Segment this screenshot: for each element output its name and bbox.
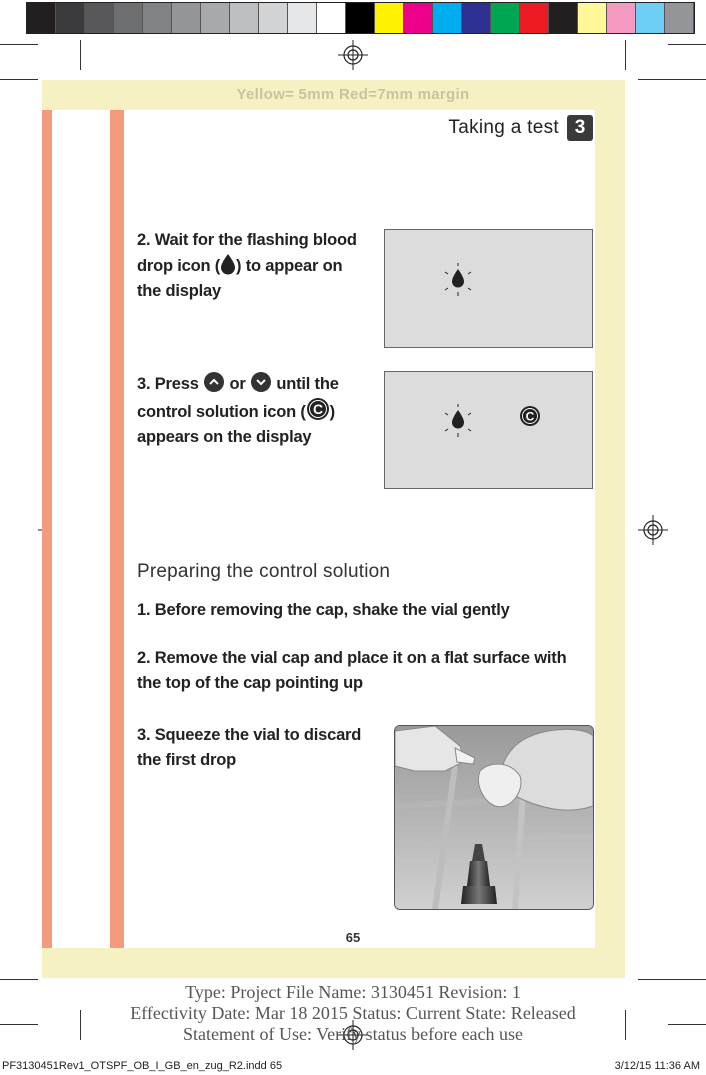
registration-target-top xyxy=(338,40,368,70)
color-swatch xyxy=(288,3,317,33)
color-swatch xyxy=(56,3,85,33)
status-line-2: Effectivity Date: Mar 18 2015 Status: Current State: Released xyxy=(130,1003,576,1023)
color-swatch xyxy=(114,3,143,33)
step-line: the display xyxy=(137,282,221,300)
crop-mark-bottom-right-h xyxy=(638,979,706,980)
color-swatch xyxy=(520,3,549,33)
prep-step-shake: 1. Before removing the cap, shake the vial gently xyxy=(137,601,510,619)
color-swatch xyxy=(172,3,201,33)
step-text: control solution icon ( xyxy=(137,403,306,421)
status-line-1: Type: Project File Name: 3130451 Revision: 1 xyxy=(185,982,521,1002)
section-title: Preparing the control solution xyxy=(137,561,391,582)
step-line xyxy=(137,397,382,425)
red-margin-strip-outer xyxy=(42,110,52,948)
color-swatch xyxy=(549,3,578,33)
step-text: ) to appear on xyxy=(236,257,343,275)
slug-date: 3/12/15 11:36 AM xyxy=(614,1060,700,1072)
step-text: or xyxy=(225,375,250,393)
prep-step-squeeze xyxy=(137,723,387,773)
down-arrow-button-icon xyxy=(250,371,272,393)
meter-display-drop xyxy=(384,229,593,348)
step-line xyxy=(137,253,382,279)
color-swatch xyxy=(85,3,114,33)
flashing-blood-drop-icon xyxy=(441,403,475,439)
svg-text:C: C xyxy=(312,401,323,417)
up-arrow-button-icon xyxy=(203,371,225,393)
slug-file: PF3130451Rev1_OTSPF_OB_I_GB_en_zug_R2.indd 65 xyxy=(2,1060,283,1072)
color-swatch xyxy=(317,3,346,33)
step-wait-flashing-drop xyxy=(137,228,382,304)
step-line: 3. Squeeze the vial to discard xyxy=(137,726,362,744)
color-swatch xyxy=(230,3,259,33)
step-text: ) xyxy=(329,403,335,421)
crop-mark-right-top-h xyxy=(638,79,706,80)
step-line: 2. Remove the vial cap and place it on a flat surface with xyxy=(137,649,567,667)
crop-mark-top-right-v xyxy=(625,40,626,70)
color-swatch xyxy=(462,3,491,33)
color-swatch xyxy=(491,3,520,33)
crop-mark-top-left-v xyxy=(80,40,81,70)
red-margin-strip-inner xyxy=(110,110,124,948)
step-press-arrows xyxy=(137,371,382,450)
color-swatch xyxy=(578,3,607,33)
step-line: the first drop xyxy=(137,751,236,769)
color-swatch xyxy=(201,3,230,33)
chapter-badge: 3 xyxy=(567,115,593,141)
registration-target-right xyxy=(638,515,668,545)
crop-mark-top-left-h xyxy=(0,44,38,45)
svg-text:C: C xyxy=(525,409,535,424)
color-swatch xyxy=(433,3,462,33)
vial-squeeze-illustration xyxy=(395,726,593,909)
vial-squeeze-photo xyxy=(394,725,594,910)
color-swatch xyxy=(259,3,288,33)
step-text: drop icon ( xyxy=(137,257,221,275)
color-swatch xyxy=(346,3,375,33)
color-swatch xyxy=(143,3,172,33)
step-text: until the xyxy=(271,375,339,393)
control-solution-c-icon xyxy=(306,397,330,421)
control-solution-c-icon xyxy=(519,405,541,427)
crop-mark-left-top-h xyxy=(0,79,38,80)
step-line xyxy=(137,371,382,397)
flashing-blood-drop-icon xyxy=(441,262,475,298)
status-line-3: Statement of Use: Verify status before each use xyxy=(182,1024,524,1044)
color-swatch xyxy=(375,3,404,33)
color-swatch xyxy=(607,3,636,33)
margin-note: Yellow= 5mm Red=7mm margin xyxy=(236,86,470,103)
step-line: 2. Wait for the flashing blood xyxy=(137,231,357,249)
meter-display-control xyxy=(384,371,593,489)
color-swatch xyxy=(665,3,694,33)
step-line: the top of the cap pointing up xyxy=(137,674,363,692)
color-swatch xyxy=(404,3,433,33)
blood-drop-icon xyxy=(220,253,236,275)
step-text: 3. Press xyxy=(137,375,204,393)
step-line: appears on the display xyxy=(137,428,312,446)
color-registration-bar xyxy=(26,2,695,34)
color-swatch xyxy=(27,3,56,33)
crop-mark-bottom-left-h xyxy=(0,979,38,980)
section-title-header: Taking a test xyxy=(448,117,559,138)
color-swatch xyxy=(636,3,665,33)
page-header xyxy=(448,115,593,141)
crop-mark-top-right-h xyxy=(668,44,706,45)
page-number: 65 xyxy=(345,930,361,945)
prep-step-remove-cap xyxy=(137,646,587,696)
